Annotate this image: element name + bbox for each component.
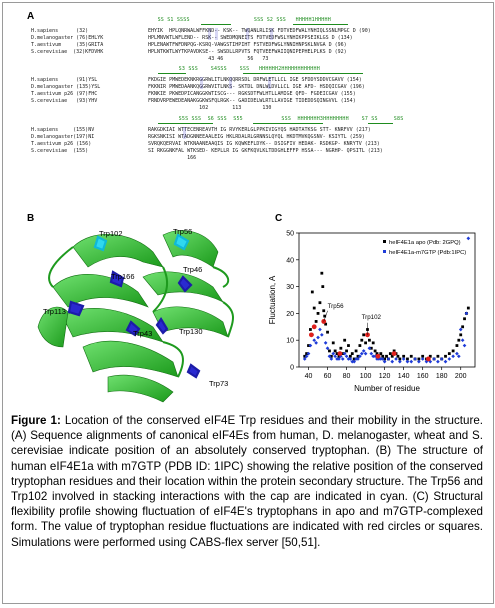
data-point-apo	[372, 341, 375, 344]
data-point-apo	[397, 355, 400, 358]
y-tick-label: 0	[290, 364, 294, 372]
x-axis-label: Number of residue	[354, 384, 420, 393]
x-tick-label: 60	[323, 373, 332, 380]
data-point-apo	[328, 350, 331, 353]
ss-underline	[368, 123, 393, 124]
trp-label-43: Trp43	[133, 329, 153, 338]
trp-label-46: Trp46	[183, 265, 203, 274]
trp-highlight	[268, 77, 271, 89]
data-point-m7gtp	[316, 336, 320, 340]
data-point-apo	[459, 333, 462, 336]
data-point-m7gtp	[455, 352, 459, 356]
data-point-apo	[332, 341, 335, 344]
data-point-apo	[461, 325, 464, 328]
residue-numbers: 43 46 56 73	[148, 56, 269, 62]
alignment-seq: HPLNTKWTLWYTKPAVDKSE-- SWSDLLRPVTS FQTVEEFWAIIQNIPEPHELPLKS D (92)	[148, 49, 347, 55]
data-point-m7gtp	[324, 341, 328, 345]
alignment-row: D.melanogaster(197)NI	[31, 134, 95, 140]
data-point-m7gtp	[369, 352, 373, 356]
data-point-apo	[347, 344, 350, 347]
data-point-m7gtp	[314, 341, 318, 345]
alignment-seq: RAKGDKIAI WTTECENREAVTH IG RVYKERLGLPPKIVIGYQS HADTATKSG STT- KNRFVV (217)	[148, 127, 371, 133]
data-point-m7gtp	[447, 357, 451, 361]
x-tick-label: 120	[378, 373, 391, 380]
data-point-m7gtp	[444, 360, 448, 364]
residue-numbers: 166	[148, 155, 197, 161]
data-point-apo	[309, 328, 312, 331]
residue-numbers: 102 113 130	[148, 105, 272, 111]
alignment-seq: EHYIK HPLQNRWALWFFKND-- KSK-- TWQANLRLISK FDTVEDFWALYNHIQLSSNLMPGC D (90)	[148, 28, 371, 34]
trp-highlight	[208, 28, 211, 40]
data-point-m7gtp	[312, 338, 316, 342]
data-point-apo	[334, 350, 337, 353]
y-tick-label: 30	[286, 284, 294, 292]
trp-highlight	[270, 28, 273, 40]
data-point-apo	[319, 301, 322, 304]
alignment-row: T.aestivum (35)GRITA	[31, 42, 104, 48]
legend-label: heIF4E1a apo (Pdb: 2GPQ)	[389, 240, 461, 246]
data-point-apo	[311, 291, 314, 294]
alignment-row: D.melanogaster (76)EHLYK	[31, 35, 104, 41]
alignment-row: H.sapiens (32)	[31, 28, 89, 34]
data-point-apo	[389, 352, 392, 355]
data-point-m7gtp	[457, 354, 461, 358]
annotation-trp56: Trp56	[327, 303, 344, 311]
x-tick-label: 180	[435, 373, 448, 380]
panel-a-alignment	[3, 3, 493, 203]
alignment-seq: FRNDVRPEWEDEANAKGGKWSFQLRGK-- GADIDELWLRTLLAVIGE TIDEDDSQINGVVL (154)	[148, 98, 356, 104]
panel-b-structure	[13, 207, 263, 407]
x-tick-label: 160	[416, 373, 429, 380]
y-tick-label: 40	[286, 257, 294, 265]
alignment-seq: SI RKGGNKFAL WTKSED- KEPLLR IG GKFKQVLKLTDDGHLEFFP HSSA--- NGRHP- QPSITL (213)	[148, 148, 383, 154]
alignment-row: T.aestivum p26 (97)FHC	[31, 91, 98, 97]
data-point-m7gtp	[467, 237, 471, 241]
data-point-m7gtp	[451, 354, 455, 358]
data-point-apo	[368, 339, 371, 342]
data-point-apo	[452, 350, 455, 353]
y-axis-label: Fluctuation, A	[268, 275, 277, 325]
data-point-apo	[351, 352, 354, 355]
figure-frame	[2, 2, 494, 604]
trp-highlight	[246, 28, 249, 40]
data-point-trp	[338, 351, 343, 356]
trp-label-130: Trp130	[179, 327, 203, 336]
y-tick-label: 20	[286, 310, 294, 318]
secondary-structure-row-3: S5S SSS S6 SSS S55 SSS HHHHHHH3HHHHHHHH S7 SS S8S	[153, 116, 404, 122]
data-point-m7gtp	[318, 328, 322, 332]
panel-c-letter: C	[275, 213, 283, 224]
alignment-row: H.sapiens (155)NV	[31, 127, 95, 133]
y-tick-label: 50	[286, 230, 294, 238]
x-tick-label: 80	[342, 373, 351, 380]
alignment-seq: FKKNIR PMWEDAANKQGGRWVITLNKS- SKTDL DNLWLDVLLCL IGE AFD- HSDQICGAV (196)	[148, 84, 365, 90]
trp-label-113: Trp113	[43, 307, 66, 316]
alignment-seq: FKNKIE PKWEDPICANGGKWTISCG--- RGKSDTFWLHTLLAMIGE QFD- FGDEICGAV (155)	[148, 91, 356, 97]
data-point-m7gtp	[345, 354, 349, 358]
caption-text: Location of the conserved eIF4E Trp residues and their mobility in the structure. (A) Sequence alignments of canonical eIF4Es from human, D. melanogaster, wheat and S. cerevisiae indicate position of an absolutely conserved tryptophan. (B) The structure of human eIF4E1a with m7GTP (PDB ID: 1IPC) showing the relative position of the conserved tryptophan residues and their location within the protein secondary structure. The Trp56 and Trp102 involved in stacking interactions with the cap are indicated in cyan. (C) Structural flexibility profile showing fluctuation of eIF4E's tryptophans in apo and m7GTP-complexed form. The value of tryptophan residue fluctuations are indicated with red circles or squares. Simulations were performed using CABS-flex server [50,51].	[11, 414, 483, 549]
alignment-row: T.aestivum p26 (156)	[31, 141, 92, 147]
data-point-apo	[385, 355, 388, 358]
data-point-apo	[448, 352, 451, 355]
data-point-apo	[410, 355, 413, 358]
alignment-seq: FKDGIE PMWEDEKNKRGGRWLITLNKQQRRSDL DRFWLETLLCL IGE SFDDYSDDVCGAVV (154)	[148, 77, 362, 83]
caption-title: Figure 1:	[11, 414, 61, 427]
trp-label-56: Trp56	[173, 227, 193, 236]
data-point-apo	[339, 347, 342, 350]
legend-marker	[383, 240, 386, 243]
alignment-seq: RGKSNKISI WTADGNNEEAALEIG HKLRDALRLGRNNSLQYQL HKDTMVKQGSNV- KSIYTL (259)	[148, 134, 365, 140]
trp-highlight	[215, 28, 218, 40]
trp-label-166: Trp166	[111, 272, 135, 281]
alignment-row: D.melanogaster (135)YSL	[31, 84, 101, 90]
y-tick-label: 10	[286, 337, 294, 345]
trp-highlight	[200, 77, 203, 89]
data-point-apo	[379, 352, 382, 355]
data-point-trp	[312, 324, 317, 329]
x-tick-label: 200	[454, 373, 467, 380]
alignment-seq: HPLENAWTFWFDNPQG-KSRQ-VAWGSTIHPIHT FSTVEDFWGLYNNIHNPSKLNVGA D (96)	[148, 42, 347, 48]
alignment-row: H.sapiens (91)YSL	[31, 77, 98, 83]
data-point-apo	[321, 285, 324, 288]
data-point-apo	[374, 350, 377, 353]
data-point-m7gtp	[409, 360, 413, 364]
trp-highlight	[229, 77, 232, 89]
alignment-row: S.cerevisiae (32)KFDVHK	[31, 49, 104, 55]
ss-underline	[293, 24, 348, 25]
data-point-apo	[444, 355, 447, 358]
legend-marker	[383, 250, 386, 253]
x-tick-label: 140	[397, 373, 410, 380]
data-point-apo	[467, 307, 470, 310]
data-point-apo	[360, 339, 363, 342]
data-point-apo	[358, 344, 361, 347]
data-point-m7gtp	[320, 333, 324, 337]
data-point-trp	[392, 351, 397, 356]
data-point-m7gtp	[461, 338, 465, 342]
trp-label-102: Trp102	[99, 229, 123, 238]
trp-label-73: Trp73	[209, 379, 229, 388]
data-point-trp	[426, 357, 431, 362]
ss-underline	[158, 73, 186, 74]
alignment-row: S.cerevisiae (93)YHV	[31, 98, 98, 104]
data-point-apo	[436, 355, 439, 358]
data-point-apo	[345, 350, 348, 353]
secondary-structure-row-2: S3 SSS S4SSS SSS HHHHHH2HHHHHHHHHHHH	[153, 66, 320, 72]
data-point-m7gtp	[436, 360, 440, 364]
alignment-seq: HPLMNVWTLWFLEND-- RSK-- SWEDMQNEITS FDTVEDFWSLYNHIKPPSEIKLGS D (134)	[148, 35, 353, 41]
data-point-apo	[320, 272, 323, 275]
data-point-apo	[315, 320, 318, 323]
data-point-m7gtp	[463, 344, 467, 348]
panel-b-letter: B	[27, 213, 35, 224]
data-point-apo	[364, 341, 367, 344]
alignment-row: S.cerevisiae (155)	[31, 148, 89, 154]
figure-caption	[11, 413, 483, 550]
x-tick-label: 40	[304, 373, 313, 380]
data-point-apo	[362, 333, 365, 336]
data-point-apo	[456, 344, 459, 347]
ss-underline	[201, 24, 231, 25]
data-point-apo	[343, 339, 346, 342]
annotation-trp102: Trp102	[361, 313, 381, 321]
data-point-m7gtp	[364, 352, 368, 356]
data-point-apo	[355, 350, 358, 353]
trp-highlight	[183, 127, 186, 139]
data-point-apo	[463, 317, 466, 320]
ss-underline	[158, 123, 213, 124]
data-point-m7gtp	[341, 357, 345, 361]
secondary-structure-row-1: SS S1 SSSS SSS S2 SSS HHHHH1HHHHH	[103, 17, 331, 23]
data-point-apo	[322, 309, 325, 312]
ss-underline	[243, 73, 363, 74]
data-point-apo	[457, 339, 460, 342]
data-point-apo	[326, 331, 329, 334]
panel-c-chart	[265, 207, 491, 407]
data-point-m7gtp	[362, 349, 366, 353]
legend-label: heIF4E1a-m7GTP (Pdb:1IPC)	[389, 250, 467, 256]
fluctuation-chart	[265, 207, 491, 407]
data-point-trp	[309, 332, 314, 337]
data-point-m7gtp	[390, 360, 394, 364]
x-tick-label: 100	[359, 373, 372, 380]
data-point-apo	[317, 312, 320, 315]
data-point-trp	[376, 354, 381, 359]
data-point-m7gtp	[360, 352, 364, 356]
panel-a-letter: A	[27, 11, 35, 22]
alignment-seq: SVRQKQERVAI WTKNAANEAAQIS IG KQWKEFLDYK-- DSIGFIV HEDAK- RSDKGP- KNRYTV (213)	[148, 141, 380, 147]
ss-underline	[253, 123, 323, 124]
data-point-apo	[313, 307, 316, 310]
